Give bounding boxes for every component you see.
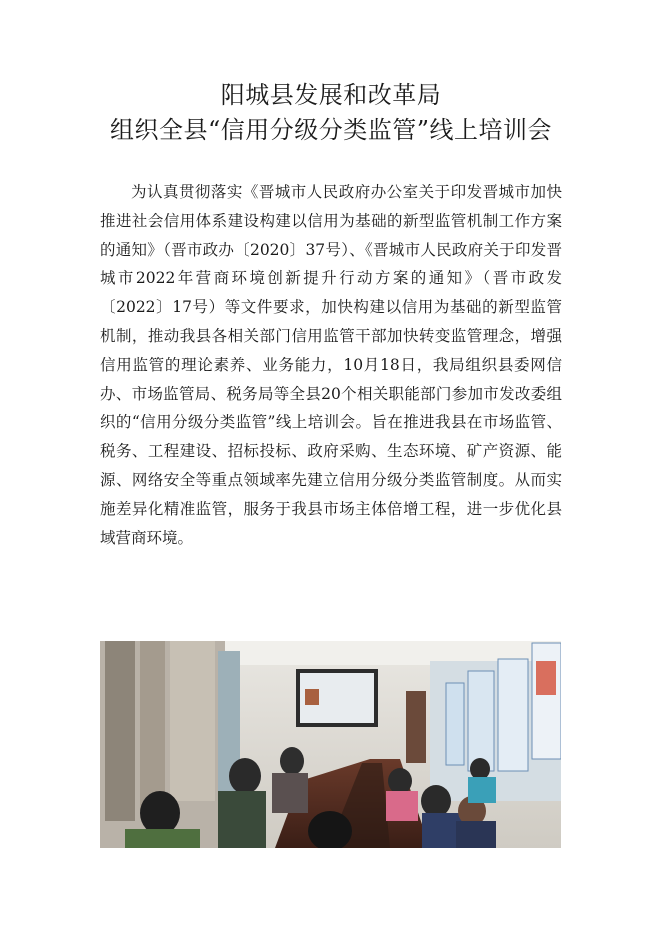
page-title-line-2: 组织全县“信用分级分类监管”线上培训会 xyxy=(109,116,553,144)
article-body xyxy=(100,178,562,552)
meeting-photo xyxy=(100,641,561,848)
meeting-room-photo-icon xyxy=(100,641,561,848)
article-paragraph: 为认真贯彻落实《晋城市人民政府办公室关于印发晋城市加快推进社会信用体系建设构建以信用为基础的新型监管机制工作方案的通知》（晋市政办〔2020〕37号）、《晋城市人民政府关于印发晋城市2022年营商环境创新提升行动方案的通知》（晋市政发〔2022〕17号）等文件要求，加快构建以信用为基础的新型监管机制，推动我县各相关部门信用监管干部加快转变监管理念，增强信用监管的理论素养、业务能力，10月18日，我局组织县委网信办、市场监管局、税务局等全县20个相关职能部门参加市发改委组织的“信用分级分类监管”线上培训会。旨在推进我县在市场监管、税务、工程建设、招标投标、政府采购、生态环境、矿产资源、能源、网络安全等重点领域率先建立信用分级分类监管制度。从而实施差异化精准监管，服务于我县市场主体倍增工程，进一步优化县域营商环境。 xyxy=(100,183,562,547)
page-title-line-1: 阳城县发展和改革局 xyxy=(220,81,442,109)
